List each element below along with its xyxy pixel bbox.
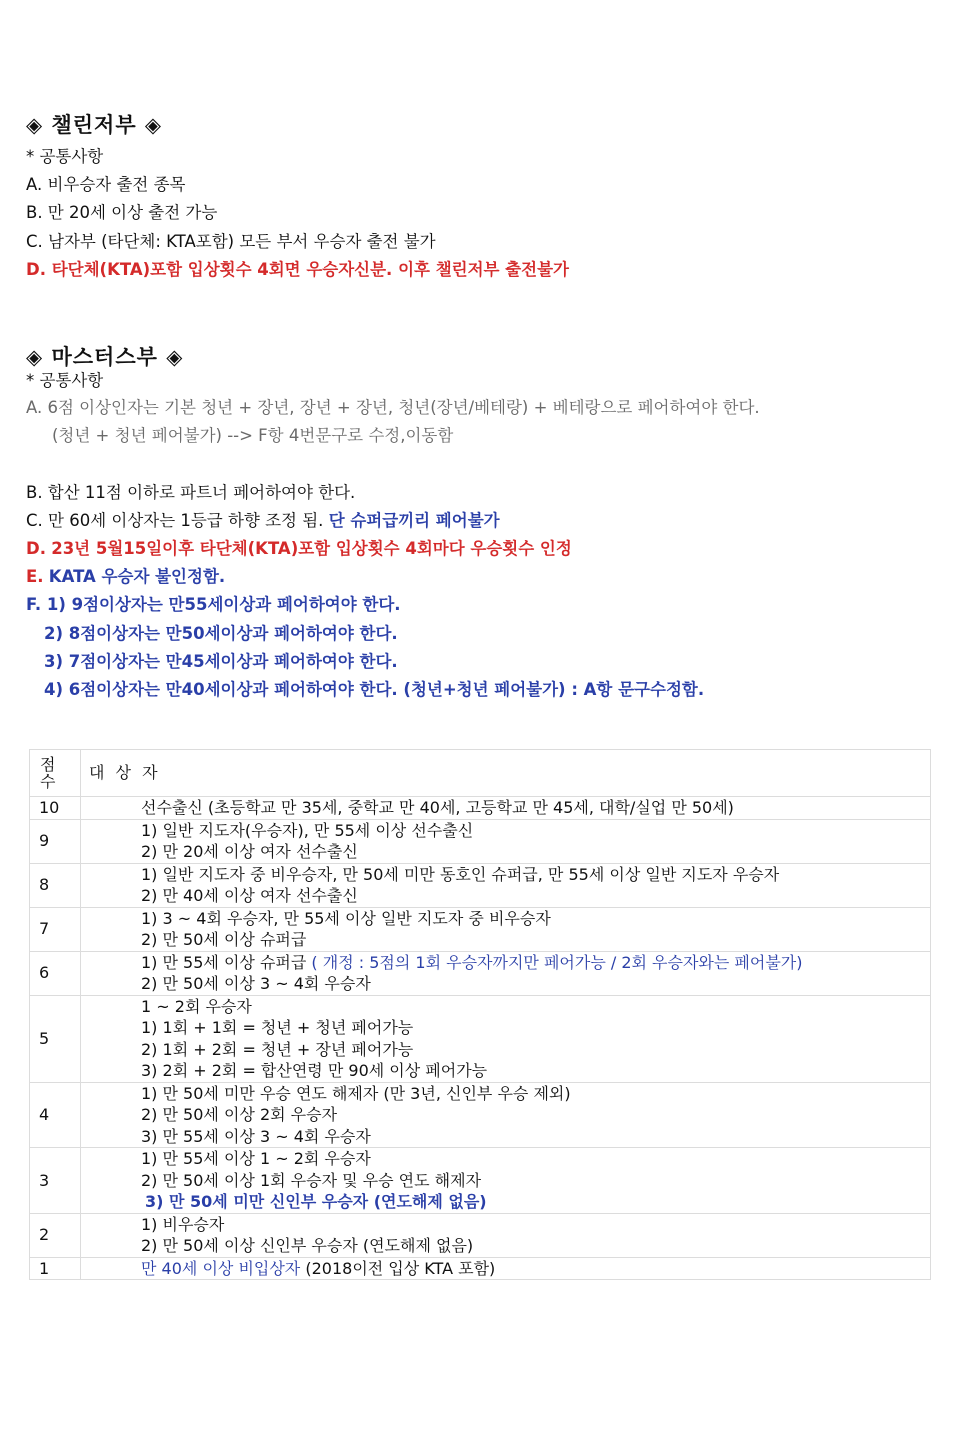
table-row: 3 1) 만 55세 이상 1 ~ 2회 우승자 2) 만 50세 이상 1회 우승자 및 우승 연도 해제자 3) 만 50세 미만 신인부 우승자 (연도해제 없음)	[30, 1148, 931, 1214]
masters-item-f1: F. 1) 9점이상자는 만55세이상과 페어하여야 한다.	[26, 595, 401, 614]
table-row: 7 1) 3 ~ 4회 우승자, 만 55세 이상 일반 지도자 중 비우승자 2) 만 50세 이상 슈퍼급	[30, 907, 931, 951]
masters-item-d-text: 23년 5월15일이후 타단체(KTA)포함 입상횟수 4회마다 우승횟수 인정	[51, 539, 572, 558]
masters-item-c-text: C. 만 60세 이상자는 1등급 하향 조정 됨.	[26, 511, 324, 530]
masters-item-f2: 2) 8점이상자는 만50세이상과 페어하여야 한다.	[44, 624, 398, 643]
table-header-row	[30, 750, 931, 797]
masters-item-e-text: KATA 우승자 불인정함.	[48, 567, 226, 586]
table-row: 6 1) 만 55세 이상 슈퍼급 ( 개정 : 5점의 1회 우승자까지만 페어가능 / 2회 우승자와는 페어불가) 2) 만 50세 이상 3 ~ 4회 우승자	[30, 951, 931, 995]
masters-item-e-prefix: E.	[26, 567, 44, 586]
masters-item-d-prefix: D.	[26, 539, 46, 558]
score-table	[29, 749, 931, 1280]
table-row: 8 1) 일반 지도자 중 비우승자, 만 50세 미만 동호인 슈퍼급, 만 55세 이상 일반 지도자 우승자 2) 만 40세 이상 여자 선수출신	[30, 863, 931, 907]
table-row: 10 선수출신 (초등학교 만 35세, 중학교 만 40세, 고등학교 만 45세, 대학/실업 만 50세)	[30, 797, 931, 820]
masters-item-c-note: 단 슈퍼급끼리 페어불가	[328, 511, 500, 530]
challenger-common-label: * 공통사항	[26, 147, 104, 166]
header-target: 대 상 자	[81, 750, 931, 797]
masters-item-c	[26, 510, 500, 532]
table-row: 9 1) 일반 지도자(우승자), 만 55세 이상 선수출신 2) 만 20세 이상 여자 선수출신	[30, 819, 931, 863]
table-row: 2 1) 비우승자 2) 만 50세 이상 신인부 우승자 (연도해제 없음)	[30, 1213, 931, 1257]
challenger-item-a: A. 비우승자 출전 종목	[26, 175, 186, 194]
table-row: 4 1) 만 50세 미만 우승 연도 해제자 (만 3년, 신인부 우승 제외) 2) 만 50세 이상 2회 우승자 3) 만 55세 이상 3 ~ 4회 우승자	[30, 1082, 931, 1148]
masters-item-a-line1: A. 6점 이상인자는 기본 청년 + 장년, 장년 + 장년, 청년(장년/베테랑) + 베테랑으로 페어하여야 한다.	[26, 398, 760, 417]
masters-item-a-line2: (청년 + 청년 페어불가) --> F항 4번문구로 수정,이동함	[52, 426, 454, 445]
challenger-item-d: D. 타단체(KTA)포함 입상횟수 4회면 우승자신분. 이후 챌린저부 출전불가	[26, 260, 569, 279]
table-row: 5 1 ~ 2회 우승자 1) 1회 + 1회 = 청년 + 청년 페어가능 2) 1회 + 2회 = 청년 + 장년 페어가능 3) 2회 + 2회 = 합산연령 만 90세 이상 페어가능	[30, 995, 931, 1082]
masters-title: ◈ 마스터스부 ◈	[26, 345, 184, 369]
header-score: 점 수	[30, 750, 81, 797]
masters-item-f4: 4) 6점이상자는 만40세이상과 페어하여야 한다. (청년+청년 페어불가) : A항 문구수정함.	[44, 680, 705, 699]
masters-item-e	[26, 566, 225, 588]
challenger-title: ◈ 챌린저부 ◈	[26, 113, 163, 137]
masters-item-d	[26, 538, 572, 560]
masters-item-b: B. 합산 11점 이하로 파트너 페어하여야 한다.	[26, 483, 356, 502]
masters-common-label: * 공통사항	[26, 371, 104, 390]
table-row: 1 만 40세 이상 비입상자 (2018이전 입상 KTA 포함)	[30, 1257, 931, 1280]
masters-item-f3: 3) 7점이상자는 만45세이상과 페어하여야 한다.	[44, 652, 398, 671]
challenger-item-b: B. 만 20세 이상 출전 가능	[26, 203, 218, 222]
challenger-item-c: C. 남자부 (타단체: KTA포함) 모든 부서 우승자 출전 불가	[26, 232, 436, 251]
